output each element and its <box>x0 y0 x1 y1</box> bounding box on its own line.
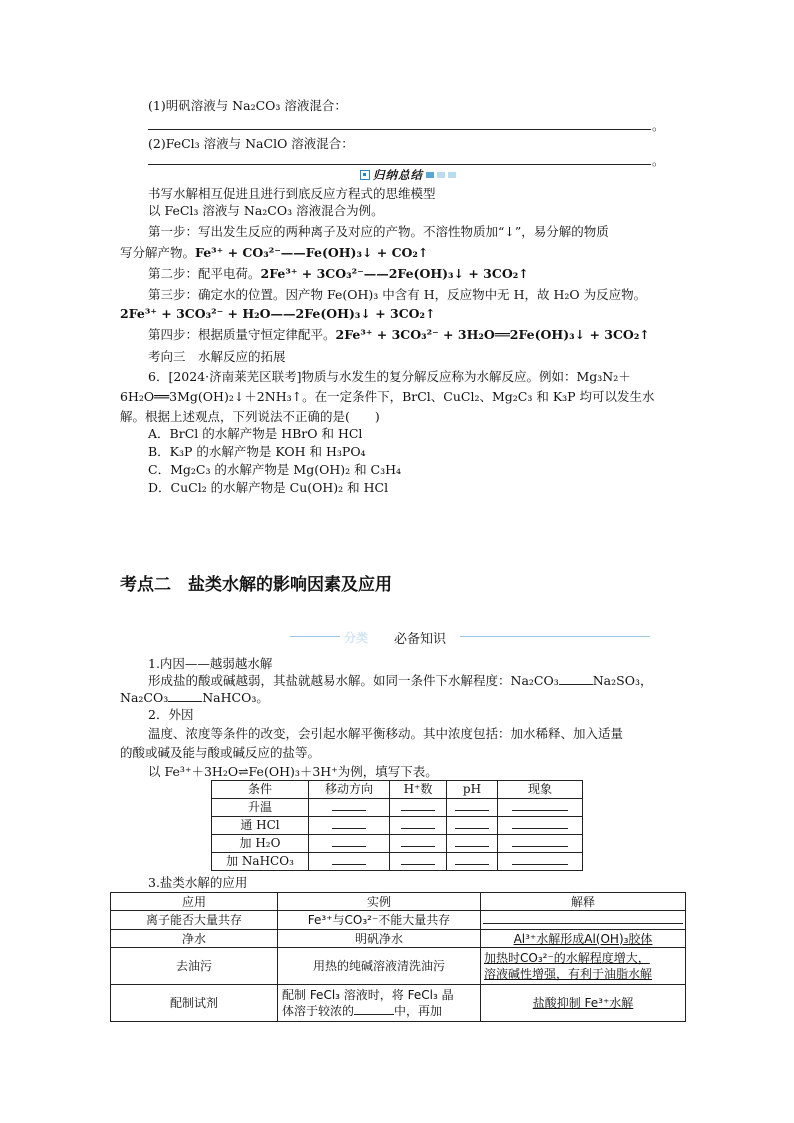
option-a: A．BrCl 的水解产物是 HBrO 和 HCl <box>148 426 363 441</box>
factors-table <box>211 780 583 871</box>
condition-cell: 升温 <box>212 799 309 817</box>
answer-blank[interactable] <box>390 835 447 853</box>
step4-text: 第四步：根据质量守恒定律配平。 <box>148 327 336 342</box>
step4-equation: 2Fe³⁺ + 3CO₃²⁻ + 3H₂O══2Fe(OH)₃↓ + 3CO₂↑ <box>335 327 650 342</box>
answer-blank[interactable] <box>498 853 583 871</box>
compare-na2co3: Na₂CO₃ <box>120 690 169 705</box>
external-cause-line-2: 的酸或碱及能与酸或碱反应的盐等。 <box>120 745 321 760</box>
answer-blank[interactable] <box>447 853 498 871</box>
blank-compare-1[interactable] <box>559 674 593 685</box>
compare-na2so3: Na₂SO₃， <box>592 673 653 688</box>
q6-line-2: 6H₂O══3Mg(OH)₂↓＋2NH₃↑。在一定条件下，BrCl、CuCl₂、Mg₂C₃ 和 K₃P 均可以发生水 <box>120 389 655 404</box>
direction3-title: 考向三 水解反应的拓展 <box>148 349 286 364</box>
answer-blank[interactable] <box>390 817 447 835</box>
table-row <box>212 853 583 871</box>
answer-blank[interactable] <box>390 799 447 817</box>
header-phenomenon: 现象 <box>498 781 583 799</box>
period-1: 。 <box>652 118 665 133</box>
application-title: 3.盐类水解的应用 <box>148 875 248 890</box>
condition-cell: 加 NaHCO₃ <box>212 853 309 871</box>
answer-blank[interactable] <box>498 835 583 853</box>
step2-equation: 2Fe³⁺ + 3CO₃²⁻——2Fe(OH)₃↓ + 3CO₂↑ <box>260 266 529 281</box>
explanation-line-1: 加热时CO₃²⁻的水解程度增大， <box>484 951 650 965</box>
example-cell <box>278 985 481 1022</box>
option-d: D．CuCl₂ 的水解产物是 Cu(OH)₂ 和 HCl <box>148 480 389 495</box>
option-b: B．K₃P 的水解产物是 KOH 和 H₃PO₄ <box>148 444 366 459</box>
table-row <box>111 948 686 985</box>
table-header-row <box>212 781 583 799</box>
answer-blank[interactable] <box>390 853 447 871</box>
summary-icon <box>360 170 370 180</box>
explanation-cell: Al³⁺水解形成Al(OH)₃胶体 <box>481 930 686 948</box>
answer-blank[interactable] <box>447 835 498 853</box>
answer-line-2 <box>148 164 651 165</box>
answer-blank[interactable] <box>309 835 390 853</box>
table-row <box>111 930 686 948</box>
header-direction: 移动方向 <box>309 781 390 799</box>
step1-line-b: 写分解产物。 <box>120 245 196 260</box>
step3-equation: 2Fe³⁺ + 3CO₃²⁻ + H₂O——2Fe(OH)₃↓ + 3CO₂↑ <box>120 306 436 321</box>
example-cell: 明矾净水 <box>278 930 481 948</box>
question-item-2: (2)FeCl₃ 溶液与 NaClO 溶液混合： <box>148 136 354 151</box>
banner-rule <box>460 636 650 637</box>
summary-label: 归纳总结 <box>373 168 423 182</box>
example-cell: Fe³⁺与CO₃²⁻不能大量共存 <box>278 911 481 930</box>
answer-blank[interactable] <box>498 817 583 835</box>
table-header-row <box>111 893 686 911</box>
table-row <box>212 817 583 835</box>
example-line-1: 配制 FeCl₃ 溶液时，将 FeCl₃ 晶 <box>282 988 454 1002</box>
answer-line-1 <box>148 129 651 130</box>
table-row <box>111 985 686 1022</box>
example-cell: 用热的纯碱溶液清洗油污 <box>278 948 481 985</box>
summary-banner <box>360 168 456 182</box>
knowledge-title: 必备知识 <box>394 632 447 647</box>
external-cause-title: 2．外因 <box>148 707 194 722</box>
answer-blank[interactable] <box>309 853 390 871</box>
condition-cell: 通 HCl <box>212 817 309 835</box>
application-table <box>110 892 686 1022</box>
answer-blank[interactable] <box>309 799 390 817</box>
answer-blank[interactable] <box>447 799 498 817</box>
answer-blank[interactable] <box>309 817 390 835</box>
application-cell: 去油污 <box>111 948 278 985</box>
banner-square-icon <box>437 172 445 178</box>
answer-blank[interactable] <box>498 799 583 817</box>
blank-compare-2[interactable] <box>168 691 202 702</box>
step3-text: 第三步：确定水的位置。因产物 Fe(OH)₃ 中含有 H，反应物中无 H，故 H₂O 为反应物。 <box>148 287 647 302</box>
header-h-count: H⁺数 <box>390 781 447 799</box>
banner-square-icon <box>426 172 434 178</box>
header-application: 应用 <box>111 893 278 911</box>
section2-title: 考点二 盐类水解的影响因素及应用 <box>120 575 392 595</box>
header-explanation: 解释 <box>481 893 686 911</box>
summary-example: 以 FeCl₃ 溶液与 Na₂CO₃ 溶液混合为例。 <box>148 203 384 218</box>
header-example: 实例 <box>278 893 481 911</box>
explanation-cell: 盐酸抑制 Fe³⁺水解 <box>481 985 686 1022</box>
knowledge-banner <box>290 629 650 647</box>
internal-cause-title: 1.内因——越弱越水解 <box>148 656 273 671</box>
step1-equation: Fe³⁺ + CO₃²⁻——Fe(OH)₃↓ + CO₂↑ <box>195 245 429 260</box>
step1-line-a: 第一步：写出发生反应的两种离子及对应的产物。不溶性物质加“↓”，易分解的物质 <box>148 224 609 239</box>
table-row <box>111 911 686 930</box>
explanation-line-2: 溶液碱性增强，有利于油脂水解 <box>484 967 653 981</box>
answer-blank[interactable] <box>447 817 498 835</box>
banner-square-icon <box>448 172 456 178</box>
header-condition: 条件 <box>212 781 309 799</box>
explanation-blank[interactable] <box>481 911 686 930</box>
answer-blank[interactable] <box>354 1004 394 1015</box>
table-row <box>212 799 583 817</box>
condition-cell: 加 H₂O <box>212 835 309 853</box>
question-item-1: (1)明矾溶液与 Na₂CO₃ 溶液混合： <box>148 98 347 113</box>
header-ph: pH <box>447 781 498 799</box>
banner-rule <box>290 636 340 637</box>
example-line-2a: 体溶于较浓的 <box>282 1004 355 1018</box>
q6-line-3: 解。根据上述观点，下列说法不正确的是( ) <box>120 409 380 424</box>
explanation-cell <box>481 948 686 985</box>
compare-nahco3: NaHCO₃。 <box>202 690 269 705</box>
table-instruction: 以 Fe³⁺＋3H₂O⇌Fe(OH)₃＋3H⁺为例，填写下表。 <box>148 764 438 779</box>
application-cell: 配制试剂 <box>111 985 278 1022</box>
period-2: 。 <box>652 153 665 168</box>
q6-line-1: 6．[2024·济南莱芜区联考]物质与水发生的复分解反应称为水解反应。例如：Mg₃N₂＋ <box>148 369 631 384</box>
option-c: C．Mg₂C₃ 的水解产物是 Mg(OH)₂ 和 C₃H₄ <box>148 462 402 477</box>
summary-heading: 书写水解相互促进且进行到底反应方程式的思维模型 <box>148 186 436 201</box>
table-row <box>212 835 583 853</box>
internal-cause-text: 形成盐的酸或碱越弱，其盐就越易水解。如同一条件下水解程度：Na₂CO₃ <box>148 673 559 688</box>
example-line-2b: 中，再加 <box>394 1004 443 1018</box>
category-tag: 分类 <box>344 631 369 645</box>
step2-text: 第二步：配平电荷。 <box>148 266 261 281</box>
external-cause-line-1: 温度、浓度等条件的改变，会引起水解平衡移动。其中浓度包括：加水稀释、加入适量 <box>148 726 624 741</box>
application-cell: 离子能否大量共存 <box>111 911 278 930</box>
application-cell: 净水 <box>111 930 278 948</box>
